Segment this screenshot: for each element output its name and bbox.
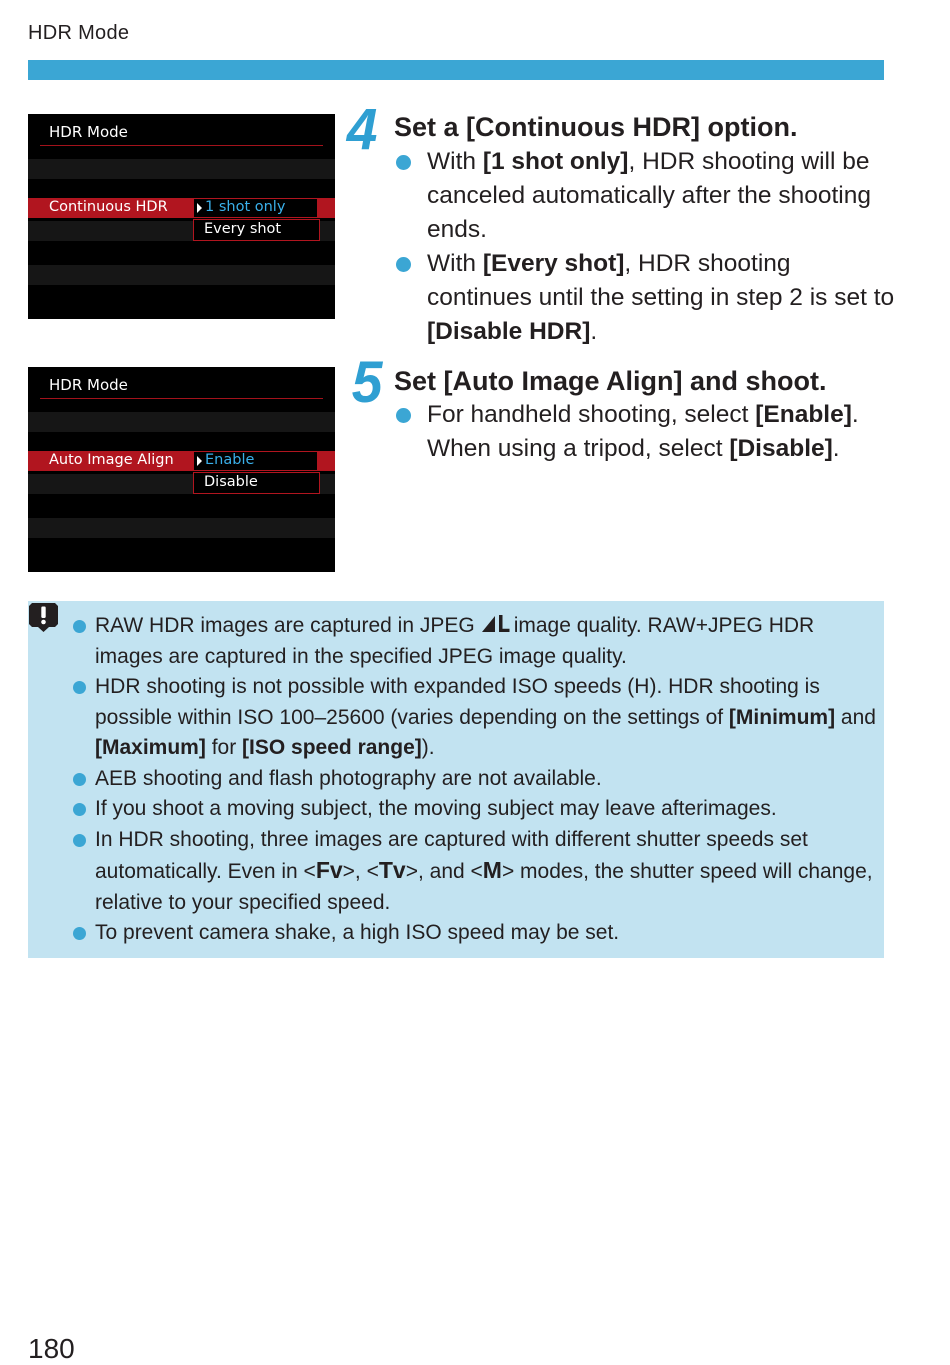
text-bold: [Minimum] xyxy=(728,705,836,729)
bullet-dot-icon xyxy=(73,803,86,816)
screen-title-rule xyxy=(40,398,323,399)
text-bold: [1 shot only] xyxy=(482,148,629,175)
option-label: 1 shot only xyxy=(205,199,286,215)
option xyxy=(193,219,320,241)
text-run: ). xyxy=(421,736,435,759)
text-bold: [Disable HDR] xyxy=(427,318,591,345)
option-selected xyxy=(193,451,318,471)
caution-item xyxy=(95,825,885,919)
bullet-dot-icon xyxy=(73,681,86,694)
text-run: . xyxy=(590,318,598,345)
step-title: Set [Auto Image Align] and shoot. xyxy=(394,366,827,396)
text-run: With xyxy=(427,148,483,175)
tv-mode-glyph: Tv xyxy=(378,857,406,883)
bullet-dot-icon xyxy=(73,773,86,786)
text-run: , HDR shooting will be canceled automatically after the shooting ends. xyxy=(427,148,871,243)
jpeg-large-fine-quality-icon xyxy=(481,613,511,633)
step-bullet xyxy=(427,247,897,349)
pointer-icon xyxy=(197,203,202,213)
option-label: Every shot xyxy=(204,221,282,237)
text-run: image quality. RAW+JPEG HDR images are captured in the specified JPEG image quality. xyxy=(95,614,815,668)
caution-icon xyxy=(28,602,59,632)
setting-label: Continuous HDR xyxy=(49,199,168,215)
menu-row xyxy=(28,265,335,285)
lcd-screen-continuous-hdr xyxy=(28,114,335,319)
text-run: >, < xyxy=(342,860,379,883)
screen-title: HDR Mode xyxy=(49,123,128,141)
text-run: If you shoot a moving subject, the moving subject may leave afterimages. xyxy=(95,797,777,820)
bullet-dot-icon xyxy=(396,155,411,170)
bullet-dot-icon xyxy=(73,834,86,847)
bullet-dot-icon xyxy=(73,620,86,633)
option-selected xyxy=(193,198,318,218)
text-run: , HDR shooting continues until the setting in step 2 is set to xyxy=(427,250,895,311)
text-bold: [ISO speed range] xyxy=(242,736,422,759)
setting-label: Auto Image Align xyxy=(49,452,174,468)
step-number: 5 xyxy=(351,350,383,415)
header-bar xyxy=(28,60,884,80)
page-header-title: HDR Mode xyxy=(28,22,130,44)
step-number: 4 xyxy=(346,97,378,162)
text-run: AEB shooting and flash photography are not available. xyxy=(95,766,602,790)
bullet-dot-icon xyxy=(396,257,411,272)
lcd-screen-auto-image-align xyxy=(28,367,335,572)
menu-row xyxy=(28,159,335,179)
m-mode-glyph: M xyxy=(482,857,502,883)
pointer-icon xyxy=(197,456,202,466)
caution-list xyxy=(95,611,885,949)
caution-item xyxy=(95,794,885,825)
text-run: and xyxy=(835,705,876,729)
option xyxy=(193,472,320,494)
text-bold: [Enable] xyxy=(755,401,852,428)
option-label: Disable xyxy=(204,474,258,490)
screen-bottom xyxy=(28,286,335,319)
text-run: . xyxy=(832,435,840,462)
menu-row xyxy=(28,518,335,538)
caution-item xyxy=(95,764,885,795)
text-bold: [Disable] xyxy=(729,435,833,462)
bullet-dot-icon xyxy=(396,408,411,423)
screen-title: HDR Mode xyxy=(49,376,128,394)
text-run: With xyxy=(427,250,483,277)
caution-item xyxy=(95,611,885,672)
caution-item xyxy=(95,918,885,949)
screen-title-rule xyxy=(40,145,323,146)
step-bullet xyxy=(427,145,897,247)
text-run: In HDR shooting, three images are captured with different shutter speeds set automatically. Even in < xyxy=(95,827,808,883)
text-run: HDR shooting is not possible with expanded ISO speeds (H). HDR shooting is possible within ISO 100–25600 (varies depending on the settings of xyxy=(95,675,820,729)
text-run: for xyxy=(205,736,243,759)
option-label: Enable xyxy=(205,452,255,468)
text-run: To prevent camera shake, a high ISO speed may be set. xyxy=(95,921,620,944)
step-title: Set a [Continuous HDR] option. xyxy=(394,112,798,142)
fv-mode-glyph: Fv xyxy=(315,857,343,883)
text-run: >, and < xyxy=(405,860,483,883)
text-run: For handheld shooting, select xyxy=(427,401,756,428)
step-bullet xyxy=(427,398,897,466)
text-bold: [Maximum] xyxy=(95,736,206,759)
text-run: . When using a tripod, select xyxy=(427,401,859,462)
text-run: > modes, the shutter speed will change, relative to your specified speed. xyxy=(95,860,873,914)
page-number: 180 xyxy=(28,1333,75,1364)
menu-row xyxy=(28,412,335,432)
text-bold: [Every shot] xyxy=(482,250,625,277)
screen-bottom xyxy=(28,539,335,572)
caution-item xyxy=(95,672,885,764)
text-run: RAW HDR images are captured in JPEG xyxy=(95,614,475,637)
bullet-dot-icon xyxy=(73,927,86,940)
